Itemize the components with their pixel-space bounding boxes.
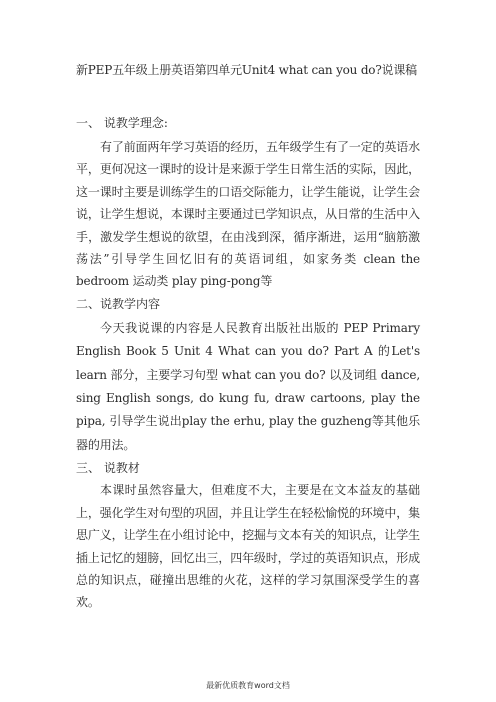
document-title: 新PEP五年级上册英语第四单元Unit4 what can you do?说课稿 [76, 63, 417, 77]
page-footer: 最新优质教育word文档 [206, 681, 290, 690]
section-heading-teaching-content: 二、说教学内容 [76, 296, 161, 311]
section-heading-teaching-philosophy: 一、 说教学理念: [76, 116, 168, 130]
document-body [76, 62, 420, 614]
section-paragraph-teaching-content: 今天我说课的内容是人民教育出版社出版的 PEP Primary English Book 5 Unit 4 What can you do? Part A 的Let's learn 部分，主要学习句型 what can you do? 以及词组 dance, sing English songs, do kung fu, draw cartoons, play the pipa, 引导学生说出play the erhu, play the guzheng等其他乐器的用法。 [76, 320, 420, 452]
section-heading-textbook: 三、 说教材 [76, 461, 140, 476]
section-paragraph-teaching-philosophy: 有了前面两年学习英语的经历，五年级学生有了一定的英语水平，更何况这一课时的设计是来源于学生日常生活的实际，因此，这一课时主要是训练学生的口语交际能力，让学生能说，让学生会说，让学生想说，本课时主要通过已学知识点，从日常的生活中入手，激发学生想说的欲望，在由浅到深，循序渐进，运用“脑筋激荡法”引导学生回忆旧有的英语词组，如家务类 clean the bedroom 运动类 play ping-pong等 [76, 140, 420, 289]
section-paragraph-textbook: 本课时虽然容量大，但难度不大，主要是在文本益友的基础上，强化学生对句型的巩固，并且让学生在轻松愉悦的环境中，集思广义，让学生在小组讨论中，挖掘与文本有关的知识点，让学生插上记忆的翅膀，回忆出三，四年级时，学过的英语知识点，形成总的知识点，碰撞出思维的火花，这样的学习氛围深受学生的喜欢。 [76, 483, 420, 610]
